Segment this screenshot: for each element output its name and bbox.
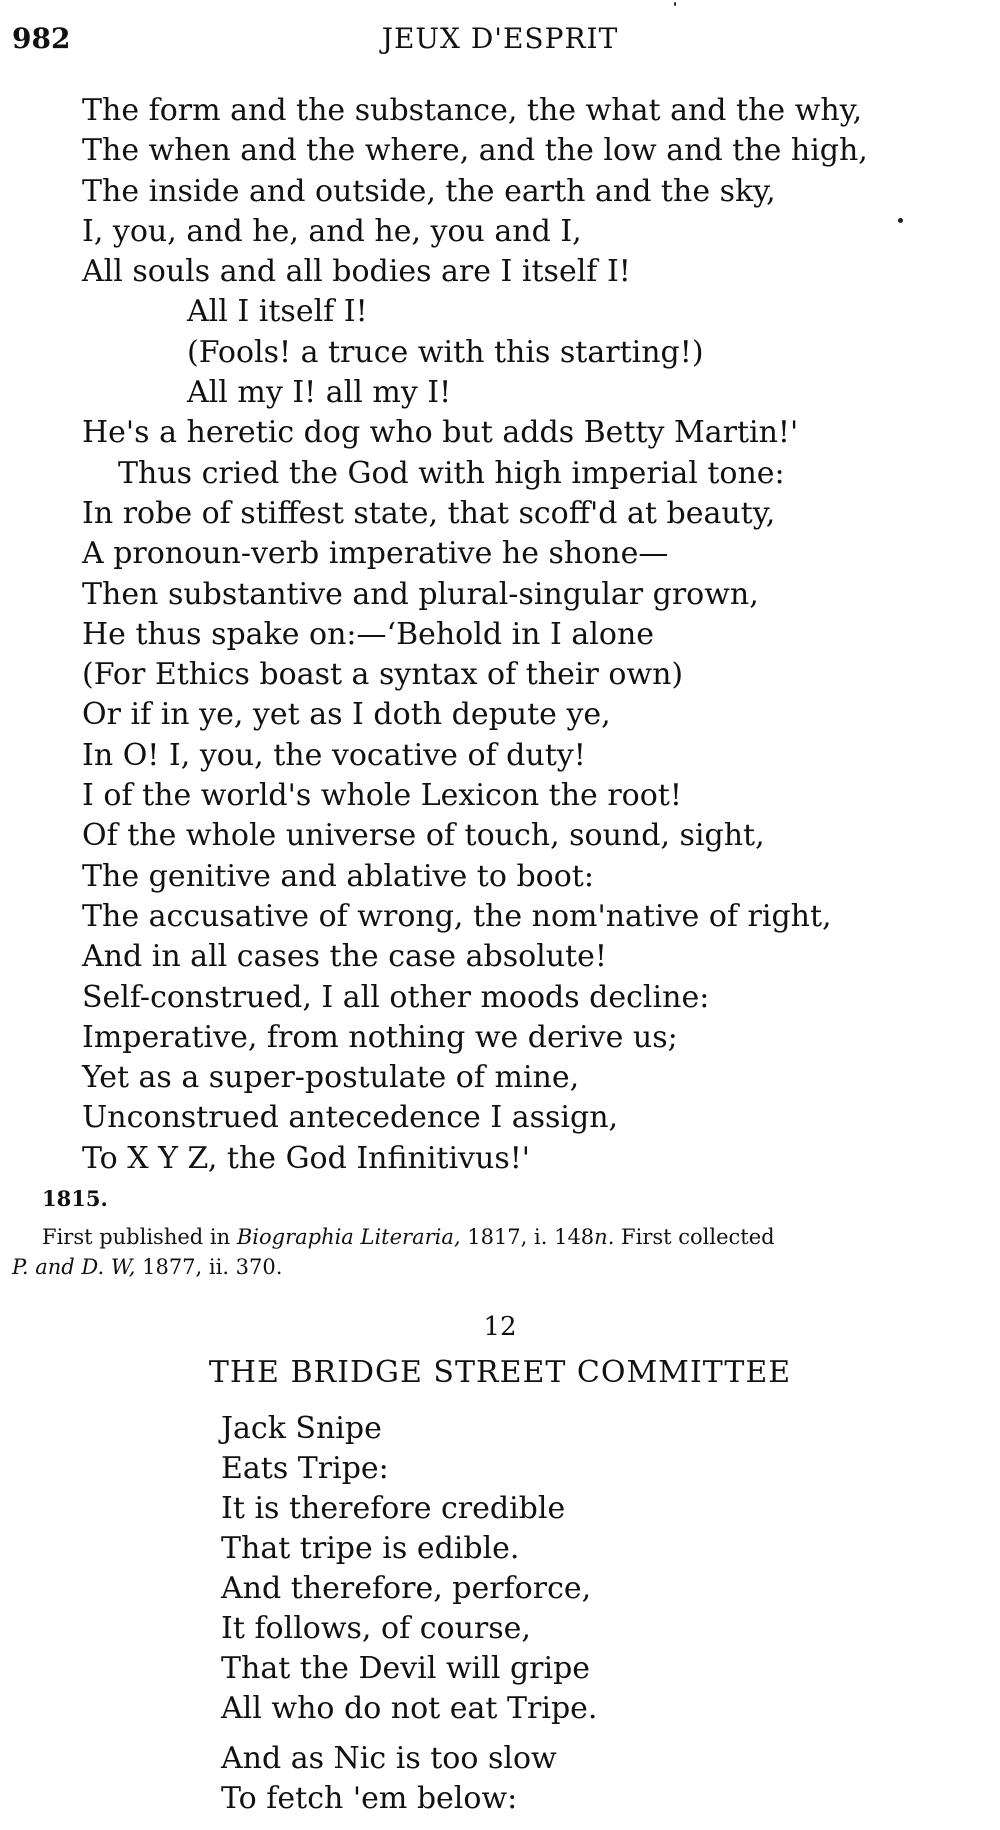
poem-line: That tripe is edible. — [221, 1531, 520, 1566]
poem-line: He thus spake on:—‘Behold in I alone — [82, 616, 655, 652]
poem-line: (For Ethics boast a syntax of their own) — [82, 657, 684, 693]
poem-line: That the Devil will gripe — [221, 1651, 591, 1686]
poem-line-indented: All my I! all my I! — [187, 375, 452, 411]
poem-line: In robe of stiffest state, that scoff'd at beauty, — [82, 495, 776, 531]
print-speck — [898, 218, 903, 223]
poem-line: He's a heretic dog who but adds Betty Martin!' — [82, 415, 799, 451]
poem-line: The when and the where, and the low and the high, — [82, 133, 868, 169]
note-text: 1877, ii. 370. — [135, 1255, 283, 1279]
note-text-italic: n. — [594, 1225, 615, 1249]
poem-line: Then substantive and plural-singular grown, — [82, 576, 759, 612]
stanza-break — [221, 1729, 921, 1739]
poem-line: The accusative of wrong, the nom'native of right, — [82, 898, 832, 934]
print-speck — [674, 2, 676, 6]
poem-line: The genitive and ablative to boot: — [82, 858, 594, 894]
poem-line: Self-construed, I all other moods decline: — [82, 979, 710, 1015]
running-head: JEUX D'ESPRIT — [381, 22, 619, 55]
poem-line: A pronoun-verb imperative he shone— — [82, 536, 669, 572]
poem-line-indented: (Fools! a truce with this starting!) — [187, 334, 704, 370]
poem-line: To fetch 'em below: — [221, 1781, 518, 1816]
note-text: 1817, i. 148 — [460, 1225, 595, 1249]
poem-line: It is therefore credible — [221, 1491, 566, 1526]
poem-continuation — [82, 91, 982, 1179]
section-number: 12 — [483, 1312, 517, 1342]
poem-line: In O! I, you, the vocative of duty! — [82, 737, 586, 773]
poem-line: Of the whole universe of touch, sound, sight, — [82, 818, 765, 854]
note-title-italic: Biographia Literaria, — [236, 1225, 461, 1249]
poem-line: Or if in ye, yet as I doth depute ye, — [82, 697, 611, 733]
page-header — [0, 22, 1000, 62]
note-text: First collected — [614, 1225, 775, 1249]
publication-note-line — [12, 1252, 982, 1282]
poem-line: Unconstrued antecedence I assign, — [82, 1100, 619, 1136]
poem-line: Jack Snipe — [221, 1411, 382, 1446]
poem-line: I, you, and he, and he, you and I, — [82, 213, 582, 249]
poem-line: It follows, of course, — [221, 1611, 531, 1646]
poem-line: Eats Tripe: — [221, 1451, 389, 1486]
poem-line: The form and the substance, the what and the why, — [82, 93, 863, 128]
poem-line: I of the world's whole Lexicon the root! — [82, 778, 682, 814]
poem-line: And as Nic is too slow — [221, 1741, 557, 1776]
poem-line: The inside and outside, the earth and the sky, — [82, 173, 776, 209]
page-number: 982 — [12, 22, 71, 55]
poem-line: Imperative, from nothing we derive us; — [82, 1019, 678, 1055]
poem-date: 1815. — [42, 1186, 108, 1211]
section-title: THE BRIDGE STREET COMMITTEE — [208, 1355, 792, 1390]
poem-line-indented: Thus cried the God with high imperial tone: — [118, 455, 785, 491]
poem-line: And therefore, perforce, — [221, 1571, 592, 1606]
poem-line: All who do not eat Tripe. — [221, 1691, 598, 1726]
poem-bridge-street — [221, 1409, 921, 1819]
note-text: First published in — [42, 1225, 237, 1249]
publication-note-line — [12, 1222, 982, 1252]
poem-line: All souls and all bodies are I itself I! — [82, 254, 631, 290]
poem-line-indented: All I itself I! — [187, 294, 368, 330]
poem-line: Yet as a super-postulate of mine, — [82, 1060, 580, 1096]
publication-note — [12, 1222, 982, 1282]
poem-line: And in all cases the case absolute! — [82, 939, 607, 975]
note-title-italic: P. and D. W, — [12, 1255, 136, 1279]
poem-line: To X Y Z, the God Infinitivus!' — [82, 1140, 531, 1176]
